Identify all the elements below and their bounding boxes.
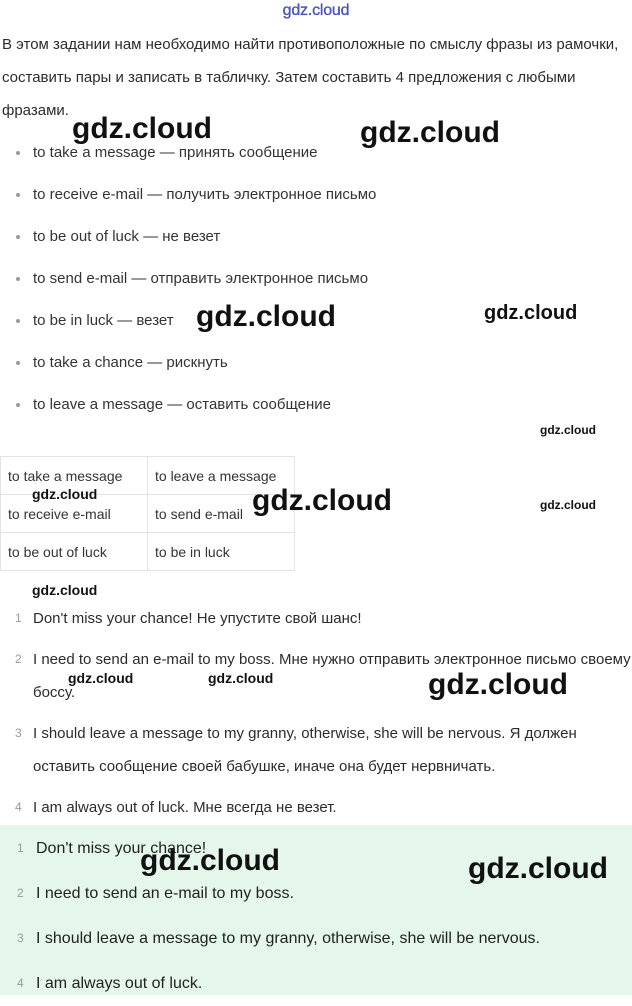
list-item xyxy=(0,600,632,641)
list-item xyxy=(0,961,632,1006)
bullet-icon xyxy=(16,403,20,407)
item-number: 1 xyxy=(15,611,22,625)
table-cell: to leave a message xyxy=(148,457,295,495)
sentence-text: Don't miss your chance! Не упустите свой шанс! xyxy=(33,610,362,627)
watermark: gdz.cloud xyxy=(252,484,392,517)
answer-text: I am always out of luck. xyxy=(36,975,203,992)
watermark: gdz.cloud xyxy=(428,668,568,701)
phrase-text: to leave a message — оставить сообщение xyxy=(33,396,331,413)
watermark: gdz.cloud xyxy=(32,486,98,502)
sentence-text: I am always out of luck. Мне всегда не везет. xyxy=(33,799,337,816)
answer-text: I should leave a message to my granny, otherwise, she will be nervous. xyxy=(36,930,540,947)
watermark: gdz.cloud xyxy=(72,112,212,145)
bullet-icon xyxy=(16,277,20,281)
table-row xyxy=(1,533,295,571)
watermark: gdz.cloud xyxy=(540,423,596,437)
list-item xyxy=(0,216,632,258)
item-number: 4 xyxy=(17,976,24,990)
phrase-text: to receive e-mail — получить электронное письмо xyxy=(33,186,377,203)
site-logo[interactable]: gdz.cloud xyxy=(282,2,350,19)
list-item xyxy=(0,258,632,300)
phrase-text: to be in luck — везет xyxy=(33,312,174,329)
list-item xyxy=(0,715,632,789)
table-cell: to be out of luck xyxy=(1,533,148,571)
bullet-icon xyxy=(16,151,20,155)
bullet-icon xyxy=(16,235,20,239)
sentences-list xyxy=(0,600,632,830)
pairs-table xyxy=(0,456,295,571)
phrase-text: to take a message — принять сообщение xyxy=(33,144,318,161)
bullet-icon xyxy=(16,193,20,197)
watermark: gdz.cloud xyxy=(468,852,608,885)
item-number: 1 xyxy=(17,841,24,855)
table-cell: to take a message xyxy=(1,457,148,495)
item-number: 3 xyxy=(15,726,22,740)
sentence-text: I need to send an e-mail to my boss. Мне нужно отправить электронное письмо своему боссу. xyxy=(33,651,631,701)
watermark: gdz.cloud xyxy=(196,300,336,333)
table-cell: to receive e-mail xyxy=(1,495,148,533)
item-number: 3 xyxy=(17,931,24,945)
watermark: gdz.cloud xyxy=(360,116,500,149)
task-intro: В этом задании нам необходимо найти противоположные по смыслу фразы из рамочки, составить пары и записать в табличку. Затем составить 4 предложения с любыми фразами. xyxy=(2,36,619,119)
list-item xyxy=(0,384,632,426)
phrase-text: to be out of luck — не везет xyxy=(33,228,221,245)
table-cell: to be in luck xyxy=(148,533,295,571)
item-number: 4 xyxy=(15,800,22,814)
watermark: gdz.cloud xyxy=(140,844,280,877)
table-cell: to send e-mail xyxy=(148,495,295,533)
answer-text: I need to send an e-mail to my boss. xyxy=(36,885,294,902)
sentence-text: I should leave a message to my granny, otherwise, she will be nervous. Я должен оставить сообщение своей бабушке, иначе она будет нервничать. xyxy=(33,725,577,775)
phrase-text: to take a chance — рискнуть xyxy=(33,354,228,371)
list-item xyxy=(0,342,632,384)
phrase-list xyxy=(0,132,632,426)
watermark: gdz.cloud xyxy=(208,670,274,686)
phrase-text: to send e-mail — отправить электронное письмо xyxy=(33,270,369,287)
list-item xyxy=(0,916,632,961)
watermark: gdz.cloud xyxy=(540,498,596,512)
list-item xyxy=(0,174,632,216)
bullet-icon xyxy=(16,319,20,323)
watermark: gdz.cloud xyxy=(68,670,134,686)
answer-text: Don't miss your chance! xyxy=(36,840,207,857)
watermark: gdz.cloud xyxy=(32,582,98,598)
item-number: 2 xyxy=(17,886,24,900)
bullet-icon xyxy=(16,361,20,365)
item-number: 2 xyxy=(15,652,22,666)
list-item xyxy=(0,789,632,830)
watermark: gdz.cloud xyxy=(484,302,578,324)
